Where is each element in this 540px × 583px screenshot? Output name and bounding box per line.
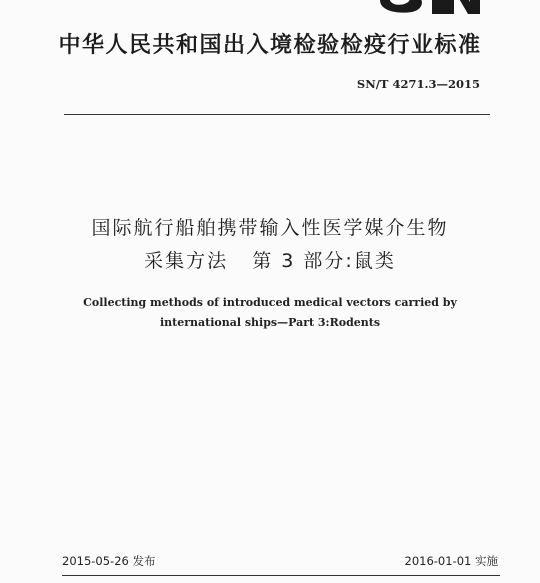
footer-divider xyxy=(62,575,500,576)
issuing-agency: 中华人民共和国出入境检验检疫行业标准 xyxy=(58,33,482,58)
header-divider xyxy=(64,114,490,115)
english-title-line-2: international ships—Part 3:Rodents xyxy=(159,316,381,329)
implementation-date: 2016-01-01 实施 xyxy=(404,554,498,568)
chinese-title-line-2: 采集方法 第 3 部分:鼠类 xyxy=(144,250,396,272)
sn-logo xyxy=(370,0,480,18)
english-title-line-1: Collecting methods of introduced medical vectors carried by xyxy=(83,296,457,309)
issue-date: 2015-05-26 发布 xyxy=(62,554,156,568)
chinese-title-line-1: 国际航行船舶携带输入性医学媒介生物 xyxy=(91,217,449,239)
standard-number: SN/T 4271.3—2015 xyxy=(356,77,480,91)
